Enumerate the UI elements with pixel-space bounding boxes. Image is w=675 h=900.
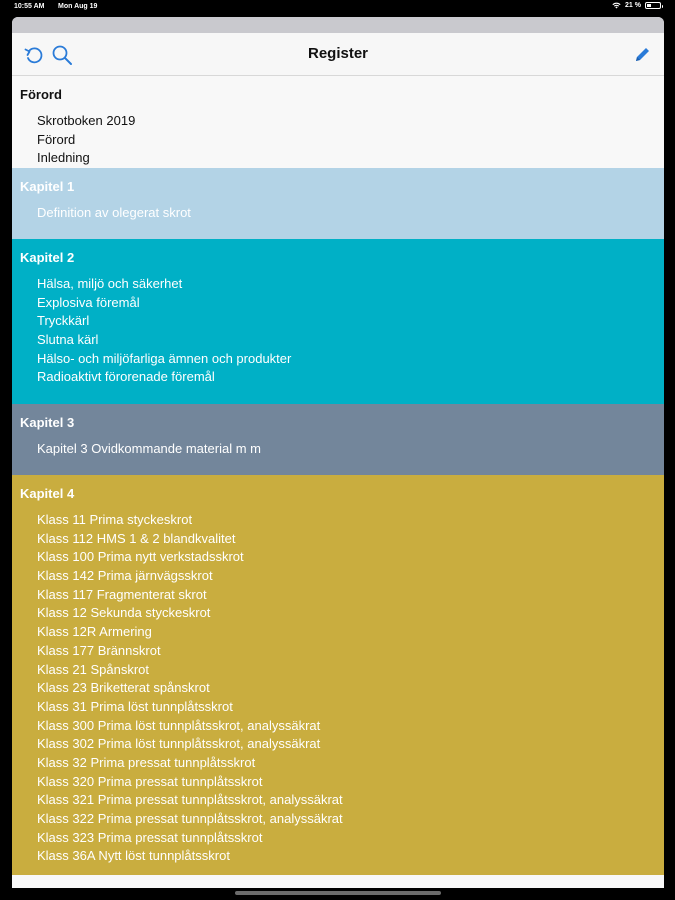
section-kapitel-2 (12, 239, 664, 404)
status-bar (0, 0, 675, 16)
list-item[interactable]: Slutna kärl (37, 332, 99, 348)
list-item[interactable]: Explosiva föremål (37, 294, 140, 310)
navigation-bar (12, 33, 664, 76)
list-item[interactable]: Klass 142 Prima järnvägsskrot (37, 568, 213, 584)
list-item[interactable]: Klass 36A Nytt löst tunnplåtsskrot (37, 848, 230, 864)
section-heading-forord: Förord (20, 87, 62, 102)
status-right (612, 2, 661, 9)
list-item[interactable]: Definition av olegerat skrot (37, 205, 191, 220)
list-item[interactable]: Klass 100 Prima nytt verkstadsskrot (37, 549, 244, 565)
list-item[interactable]: Klass 11 Prima styckeskrot (37, 512, 193, 527)
list-item[interactable]: Klass 321 Prima pressat tunnplåtsskrot, analyssäkrat (37, 792, 343, 808)
section-heading-kapitel-3: Kapitel 3 (20, 415, 75, 430)
list-item[interactable]: Klass 112 HMS 1 & 2 blandkvalitet (37, 530, 236, 546)
list-item[interactable]: Förord (37, 131, 76, 147)
list-item[interactable]: Inledning (37, 150, 90, 166)
list-item[interactable]: Klass 302 Prima löst tunnplåtsskrot, analyssäkrat (37, 736, 321, 752)
battery-icon (645, 2, 661, 9)
list-item[interactable]: Klass 117 Fragmenterat skrot (37, 586, 207, 602)
list-item[interactable]: Hälso- och miljöfarliga ämnen och produkter (37, 350, 292, 366)
list-item[interactable]: Hälsa, miljö och säkerhet (37, 276, 183, 291)
list-item[interactable]: Klass 300 Prima löst tunnplåtsskrot, analyssäkrat (37, 717, 321, 733)
list-item[interactable]: Radioaktivt förorenade föremål (37, 369, 215, 385)
wifi-icon (612, 2, 621, 9)
list-item[interactable]: Klass 12R Armering (37, 624, 152, 640)
app-window (12, 17, 664, 888)
status-date: Mon Aug 19 (58, 3, 98, 10)
list-item[interactable]: Klass 32 Prima pressat tunnplåtsskrot (37, 754, 256, 770)
list-item[interactable]: Klass 322 Prima pressat tunnplåtsskrot, analyssäkrat (37, 811, 343, 826)
list-item[interactable]: Klass 320 Prima pressat tunnplåtsskrot (37, 773, 263, 789)
section-kapitel-3 (12, 404, 664, 475)
page-title: Register (307, 45, 369, 62)
list-item[interactable]: Kapitel 3 Ovidkommande material m m (37, 441, 261, 456)
list-item[interactable]: Tryckkärl (37, 313, 90, 329)
section-heading-kapitel-1: Kapitel 1 (20, 179, 75, 194)
list-item[interactable]: Skrotboken 2019 (37, 113, 136, 128)
list-item[interactable]: Klass 31 Prima löst tunnplåtsskrot (37, 698, 233, 714)
list-item[interactable]: Klass 177 Brännskrot (37, 642, 161, 658)
list-item[interactable]: Klass 12 Sekunda styckeskrot (37, 605, 211, 621)
list-item[interactable]: Klass 21 Spånskrot (37, 661, 150, 677)
home-indicator[interactable] (235, 891, 441, 895)
edit-pencil-icon[interactable] (630, 43, 654, 67)
section-heading-kapitel-4: Kapitel 4 (20, 486, 75, 501)
section-kapitel-4 (12, 475, 664, 875)
section-forord (12, 76, 664, 168)
top-strip (12, 17, 664, 33)
status-time: 10:55 AM (14, 3, 45, 10)
list-item[interactable]: Klass 323 Prima pressat tunnplåtsskrot (37, 829, 263, 845)
section-heading-kapitel-2: Kapitel 2 (20, 250, 75, 265)
list-item[interactable]: Klass 23 Briketterat spånskrot (37, 680, 210, 696)
section-kapitel-1 (12, 168, 664, 239)
battery-percent: 21 % (625, 2, 641, 9)
